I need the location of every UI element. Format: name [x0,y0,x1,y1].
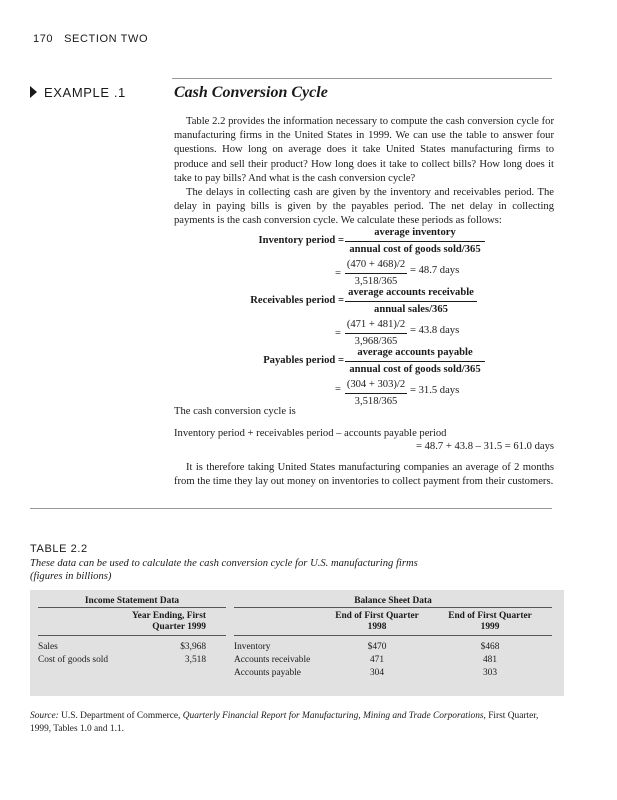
source-publication: Quarterly Financial Report for Manufacturing, Mining and Trade Corporations [182,711,484,721]
table-caption: These data can be used to calculate the cash conversion cycle for U.S. manufacturing firms (figures in billions) [30,558,418,582]
col-q1-1998: End of First Quarter 1998 [335,611,419,632]
payables-definition-fraction [345,346,485,377]
payables-def-numerator: average accounts payable [357,347,473,358]
fraction-bar [345,301,477,302]
cycle-formula-line1: Inventory period + receivables period – accounts payable period [174,428,447,439]
top-divider [172,78,552,79]
balance-row-label: Accounts payable [234,668,301,678]
equals-sign: = [335,328,341,339]
example-title: Cash Conversion Cycle [174,84,328,101]
paragraph-3: The cash conversion cycle is [174,406,296,417]
balance-row-1999: $468 [480,642,500,652]
paragraph-4: It is therefore taking United States manufacturing companies an average of 2 months from the time they lay out money on inventories to collect payment from their customers. [174,462,554,488]
balance-row-label: Accounts receivable [234,655,311,665]
cycle-formula-line2: = 48.7 + 43.8 – 31.5 = 61.0 days [416,441,554,452]
inventory-def-numerator: average inventory [374,227,456,238]
triangle-marker-icon [30,86,37,98]
equals-sign: = [335,384,341,395]
payables-calc-denominator: 3,518/365 [354,396,398,408]
example-label [30,85,126,100]
receivables-def-numerator: average accounts receivable [348,287,474,298]
balance-row-1999: 303 [482,668,498,678]
fraction-bar [345,241,485,242]
section-name: SECTION TWO [64,33,149,45]
paragraph-2: The delays in collecting cash are given by the inventory and receivables period. The delay in paying bills is given by the payables period. The net delay in collecting payments is the cash conversion cycle. We calculate these periods as follows: [174,187,554,227]
receivables-result: = 43.8 days [410,325,460,336]
balance-row-1999: 481 [482,655,498,665]
balance-row-label: Inventory [234,642,271,652]
income-row-label: Sales [38,642,58,652]
inventory-definition-fraction [345,226,485,257]
table-label: TABLE 2.2 [30,543,88,555]
income-row-value: 3,518 [184,655,206,665]
income-row-value: $3,968 [180,642,206,652]
fraction-bar [345,273,407,274]
receivables-period-label: Receivables period = [250,295,344,306]
balance-row-1998: $470 [367,642,387,652]
source-text-2: , First Quarter, 1999, Tables 1.0 and 1.1. [30,711,539,734]
fraction-bar [345,333,407,334]
fraction-bar [345,393,407,394]
receivables-calc-numerator: (471 + 481)/2 [346,319,406,330]
table-source-note [30,710,555,735]
income-col-rule [38,635,226,636]
equals-sign: = [335,268,341,279]
running-header [33,33,148,45]
receivables-calc-fraction [345,318,407,349]
inventory-calc-numerator: (470 + 468)/2 [346,259,406,270]
balance-header-rule [234,607,552,608]
balance-sheet-header: Balance Sheet Data [354,596,432,606]
section-divider [30,508,552,509]
source-prefix: Source: [30,711,59,721]
inventory-period-label: Inventory period = [258,235,344,246]
balance-row-1998: 471 [369,655,385,665]
payables-period-label: Payables period = [263,355,344,366]
fraction-bar [345,361,485,362]
paragraph-1: Table 2.2 provides the information necessary to compute the cash conversion cycle for manufacturing firms in the United States in 1999. We can use the table to answer four questions. How long on average does it take United States manufacturing firms to produce and sell their product? How long does it take to collect bills? How long does it take to pay bills? And what is the cash conversion cycle? [174,116,554,184]
income-statement-header: Income Statement Data [84,596,180,606]
paragraph-intro [174,115,554,229]
example-label-text: EXAMPLE .1 [44,85,126,100]
receivables-definition-fraction [345,286,477,317]
source-text-1: U.S. Department of Commerce, [58,711,183,721]
receivables-calc-denominator: 3,968/365 [354,336,398,348]
inventory-calc-fraction [345,258,407,289]
inventory-calc-denominator: 3,518/365 [354,276,398,288]
payables-calc-numerator: (304 + 303)/2 [346,379,406,390]
payables-result: = 31.5 days [410,385,460,396]
income-header-rule [38,607,226,608]
balance-col-rule [234,635,552,636]
page-number: 170 [33,33,54,45]
payables-def-denominator: annual cost of goods sold/365 [349,364,481,376]
col-q1-1999: End of First Quarter 1999 [448,611,532,632]
col-year-ending: Year Ending, First Quarter 1999 [131,611,206,632]
income-row-label: Cost of goods sold [38,655,109,665]
inventory-result: = 48.7 days [410,265,460,276]
balance-row-1998: 304 [369,668,385,678]
inventory-def-denominator: annual cost of goods sold/365 [349,244,481,256]
receivables-def-denominator: annual sales/365 [374,304,448,316]
